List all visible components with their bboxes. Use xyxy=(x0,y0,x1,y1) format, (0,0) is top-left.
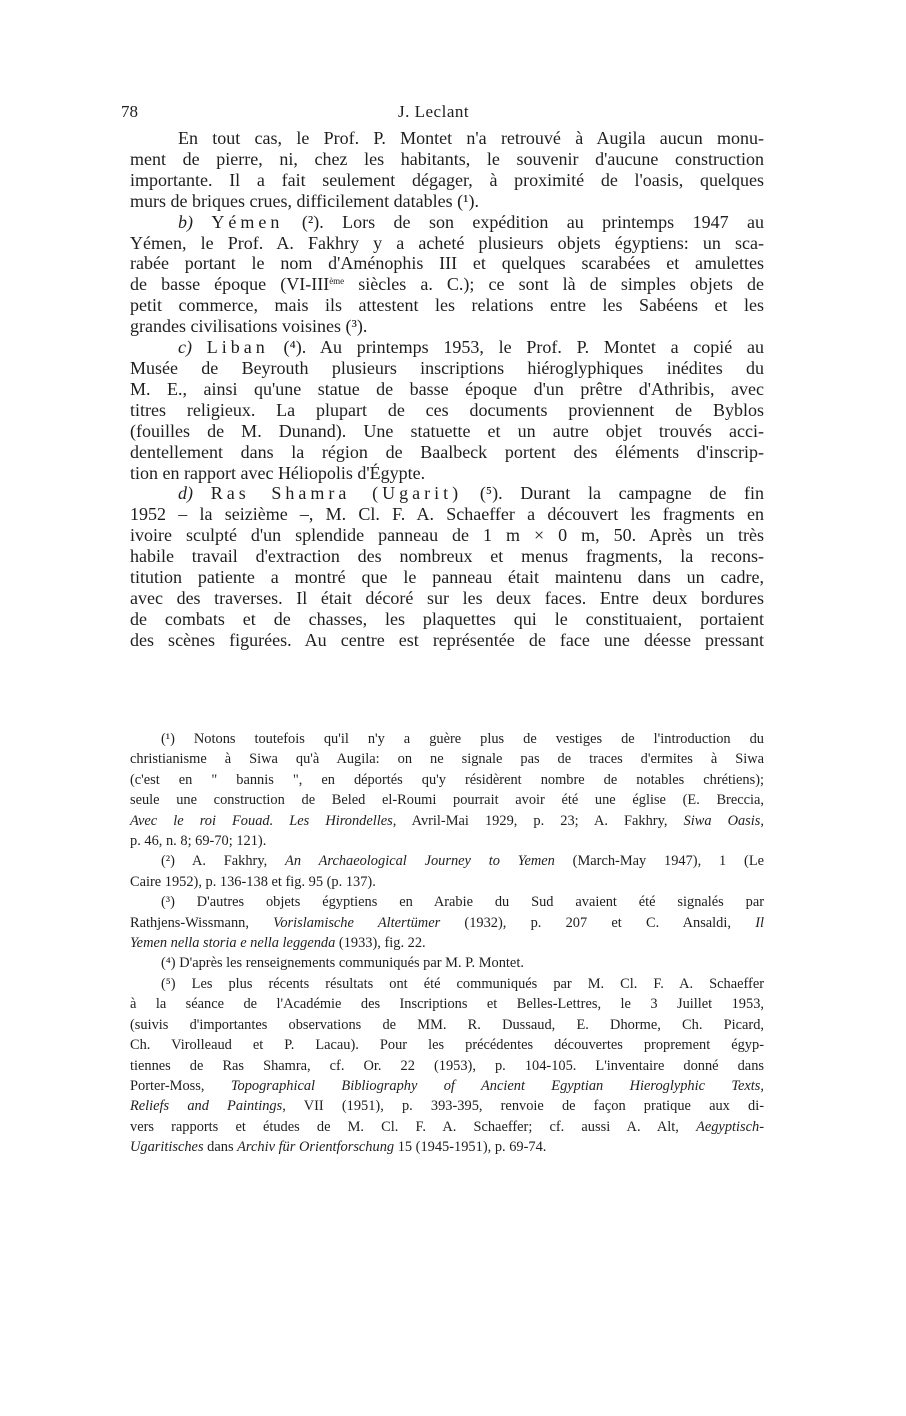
footnote-line: Caire 1952), p. 136-138 et fig. 95 (p. 137). xyxy=(130,873,376,890)
footnote-number: (²) xyxy=(161,853,175,870)
text-line: Yémen, le Prof. A. Fakhry y a acheté plusieurs objets égyptiens: un sca- xyxy=(130,232,764,253)
text-line: titres religieux. La plupart de ces documents proviennent de Byblos xyxy=(130,399,764,420)
footnote-line: Avec le roi Fouad. Les Hirondelles, Avril-Mai 1929, p. 23; A. Fakhry, Siwa Oasis, xyxy=(130,812,764,829)
section-c-heading: c) Liban (⁴). Au printemps 1953, le Prof. P. Montet a copié au xyxy=(178,337,764,358)
footnote-line: Rathjens-Wissmann, Vorislamische Altertümer (1932), p. 207 et C. Ansaldi, Il xyxy=(130,914,764,931)
text-line: importante. Il a fait seulement dégager, à proximité de l'oasis, quelques xyxy=(130,169,764,190)
text-line: Musée de Beyrouth plusieurs inscriptions hiéroglyphiques inédites du xyxy=(130,357,764,378)
footnote-line: (c'est en " bannis ", en déportés qu'y résidèrent nombre de notables chrétiens); xyxy=(130,771,764,788)
footnote-line: seule une construction de Beled el-Roumi pourrait avoir été une église (E. Breccia, xyxy=(130,792,764,809)
text-line: de basse époque (VI-IIIème siècles a. C.); ce sont là de simples objets de xyxy=(130,274,764,295)
footnote-line: Yemen nella storia e nella leggenda (1933), fig. 22. xyxy=(130,935,426,952)
footnote-ref: (⁴) xyxy=(283,337,302,358)
text-line: grandes civilisations voisines (³). xyxy=(130,316,368,337)
text-line: ivoire sculpté d'un splendide panneau de 1 m × 0 m, 50. Après un très xyxy=(130,525,764,546)
footnote-number: (³) xyxy=(161,894,175,911)
text-line: petit commerce, mais ils attestent les relations entre les Sabéens et les xyxy=(130,295,764,316)
footnote-line: tiennes de Ras Shamra, cf. Or. 22 (1953), p. 104-105. L'inventaire donné dans xyxy=(130,1057,764,1074)
text-line: rabée portant le nom d'Aménophis III et quelques scarabées et amulettes xyxy=(130,253,764,274)
footnote-line: Ugaritisches dans Archiv für Orientforschung 15 (1945-1951), p. 69-74. xyxy=(130,1139,547,1156)
running-head: J. Leclant xyxy=(398,102,470,121)
text-line: de combats et de chasses, les plaquettes qui le constituaient, portaient xyxy=(130,608,764,629)
footnote-5: (⁵) Les plus récents résultats ont été communiqués par M. Cl. F. A. Schaeffer xyxy=(161,975,764,992)
footnote-ref: (¹) xyxy=(457,190,475,211)
footnote-number: (⁴) xyxy=(161,955,176,972)
text-line: habile travail d'extraction des nombreux et menus fragments, la recons- xyxy=(130,546,764,567)
page-number: 78 xyxy=(121,102,138,121)
body-text xyxy=(130,128,764,651)
text-line: ment de pierre, ni, chez les habitants, le souvenir d'aucune construction xyxy=(130,148,764,169)
section-title: Ras Shamra (Ugarit) xyxy=(210,483,463,504)
text-line: En tout cas, le Prof. P. Montet n'a retrouvé à Augila aucun monu- xyxy=(178,128,764,148)
footnote-line: (suivis d'importantes observations de MM. R. Dussaud, E. Dhorme, Ch. Picard, xyxy=(130,1016,764,1033)
footnote-3: (³) D'autres objets égyptiens en Arabie du Sud avaient été signalés par xyxy=(161,894,764,911)
footnote-number: (¹) xyxy=(161,731,175,747)
footnote-line: vers rapports et études de M. Cl. F. A. Schaeffer; cf. aussi A. Alt, Aegyptisch- xyxy=(130,1118,764,1135)
footnote-1: (¹) Notons toutefois qu'il n'y a guère plus de vestiges de l'introduction du xyxy=(161,731,764,747)
text-line: 1952 – la seizième –, M. Cl. F. A. Schaeffer a découvert les fragments en xyxy=(130,504,764,525)
text-line: des scènes figurées. Au centre est représentée de face une déesse pressant xyxy=(130,629,764,650)
footnote-line: Reliefs and Paintings, VII (1951), p. 393-395, renvoie de façon pratique aux di- xyxy=(130,1098,765,1115)
text-line: M. E., ainsi qu'une statue de basse époque d'un prêtre d'Athribis, avec xyxy=(130,378,764,399)
footnote-ref: (³) xyxy=(345,316,363,337)
footnote-line: à la séance de l'Académie des Inscriptions et Belles-Lettres, le 3 Juillet 1953, xyxy=(130,996,764,1013)
text-line: (fouilles de M. Dunand). Une statuette et un autre objet trouvés acci- xyxy=(130,420,764,441)
text-line: avec des traverses. Il était décoré sur les deux faces. Entre deux bordures xyxy=(130,587,764,608)
footnote-number: (⁵) xyxy=(161,975,176,992)
footnote-ref: (²) xyxy=(301,211,320,232)
footnote-line: Ch. Virolleaud et P. Lacau). Pour les précédentes découvertes proprement égyp- xyxy=(130,1037,764,1054)
text-line: dentellement dans la région de Baalbeck portent des éléments d'inscrip- xyxy=(130,441,764,462)
footnote-ref: (⁵) xyxy=(479,483,499,504)
text-line: murs de briques crues, difficilement datables (¹). xyxy=(130,190,479,211)
footnote-4: (⁴) D'après les renseignements communiqués par M. P. Montet. xyxy=(161,955,524,972)
footnote-2: (²) A. Fakhry, An Archaeological Journey to Yemen (March-May 1947), 1 (Le xyxy=(161,853,765,870)
text-line: tion en rapport avec Héliopolis d'Égypte. xyxy=(130,462,426,483)
text-line: titution patiente a montré que le panneau était maintenu dans un cadre, xyxy=(130,567,764,588)
footnote-line: Porter-Moss, Topographical Bibliography of Ancient Egyptian Hieroglyphic Texts, xyxy=(130,1077,765,1094)
footnotes xyxy=(130,729,764,1158)
section-d-heading: d) Ras Shamra (Ugarit) (⁵). Durant la campagne de fin xyxy=(178,483,765,504)
section-title: Yémen xyxy=(211,211,284,232)
section-b-heading: b) Yémen (²). Lors de son expédition au printemps 1947 au xyxy=(178,211,764,232)
footnote-line: p. 46, n. 8; 69-70; 121). xyxy=(130,833,267,850)
footnote-line: christianisme à Siwa qu'à Augila: on ne signale pas de traces d'ermites à Siwa xyxy=(130,751,764,768)
section-title: Liban xyxy=(206,337,269,358)
